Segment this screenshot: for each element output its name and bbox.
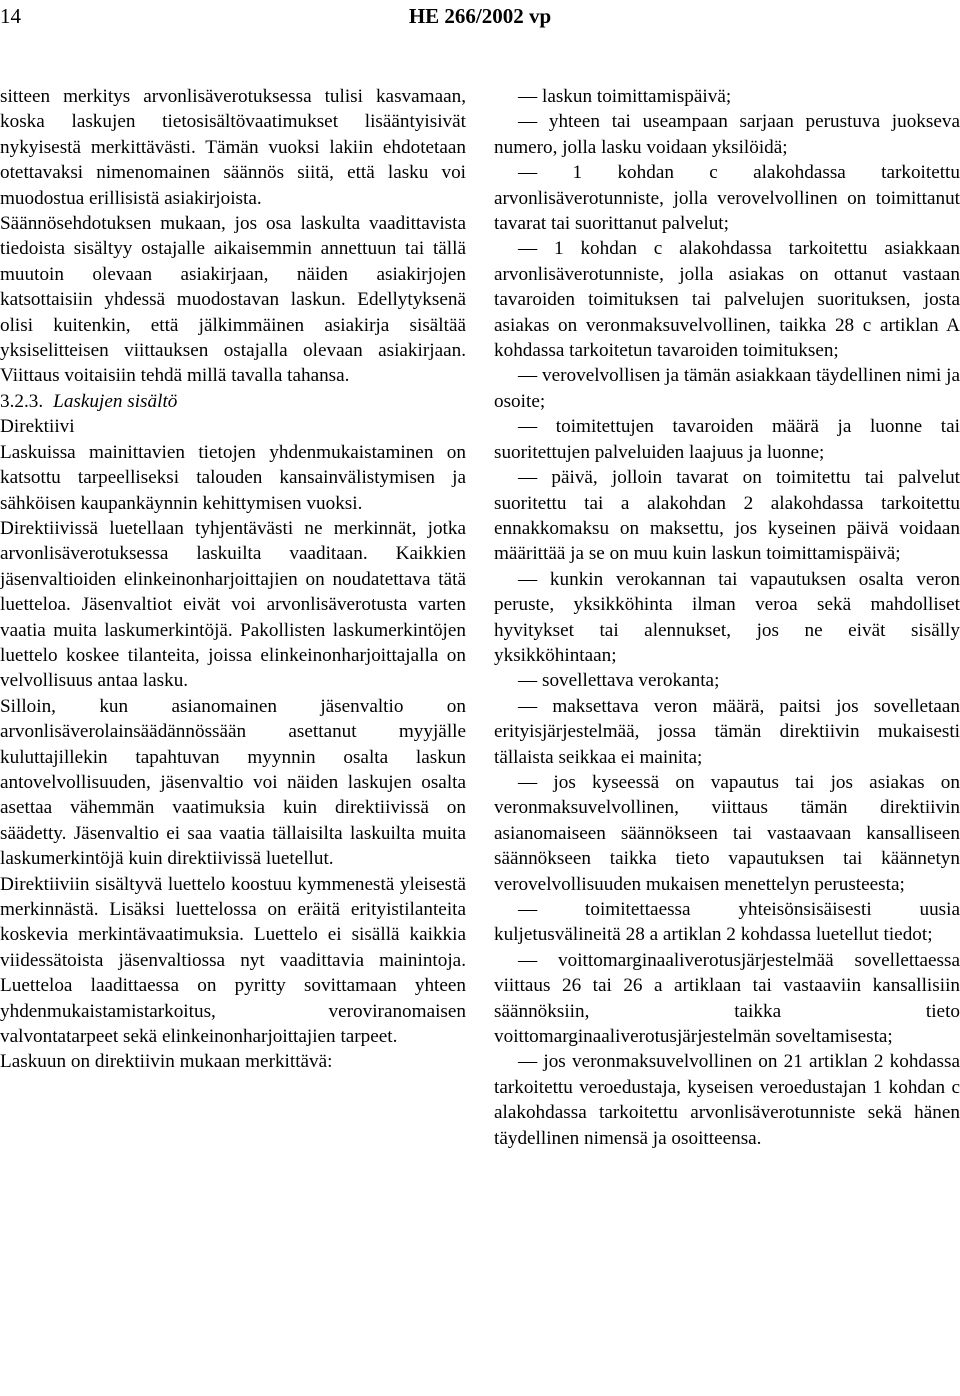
- list-item: — verovelvollisen ja tämän asiakkaan täydellinen nimi ja osoite;: [494, 365, 960, 412]
- section-heading: [0, 389, 466, 414]
- section-title: Laskujen sisältö: [53, 390, 178, 412]
- list-item: — toimitettujen tavaroiden määrä ja luonne tai suoritettujen palveluiden laajuus ja luonne;: [494, 416, 960, 463]
- paragraph: Silloin, kun asianomainen jäsenvaltio on arvonlisäverolainsäädännössään asettanut myyjälle kuluttajillekin tapahtuvan myynnin osalta laskun antovelvollisuuden, jäsenvaltio voi näiden laskujen osalta asettaa vähemmän vaatimuksia kuin direktiivissä on säädetty. Jäsenvaltio ei saa vaatia tällaisilta laskuilta muita laskumerkintöjä kuin direktiivissä luetellut.: [0, 695, 466, 870]
- list-item: — sovellettava verokanta;: [518, 670, 720, 692]
- list-item: — laskun toimittamispäivä;: [518, 86, 732, 107]
- subheading: Direktiivi: [0, 416, 75, 438]
- paragraph: Säännösehdotuksen mukaan, jos osa laskulta vaadittavista tiedoista sisältyy ostajalle aikaisemmin annettuun tai tällä muutoin olevaan asiakirjaan, näiden asiakirjojen katsottaisiin yhdessä muodostavan laskun. Edellytyksenä olisi kuitenkin, että jälkimmäinen asiakirja sisältää yksiselitteisen viittauksen ostajalla olevaan asiakirjaan. Viittaus voitaisiin tehdä millä tavalla tahansa.: [0, 213, 466, 387]
- list-item: — 1 kohdan c alakohdassa tarkoitettu asiakkaan arvonlisäverotunniste, jolla asiakas on ottanut vastaan tavaroiden toimituksen tai palvelujen suorituksen, josta asiakas on veronmaksuvelvollinen, taikka 28 c artiklan A kohdassa tarkoitetun tavaroiden toimituksen;: [494, 238, 960, 362]
- list-item: — toimitettaessa yhteisönsisäisesti uusia kuljetusvälineitä 28 a artiklan 2 kohdassa luetellut tiedot;: [494, 899, 960, 946]
- list-item: — voittomarginaaliverotusjärjestelmää sovellettaessa viittaus 26 tai 26 a artiklaan tai vastaaviin kansallisiin säännöksiin, taikka tieto voittomarginaaliverotusjärjestelmän soveltamisesta;: [494, 949, 960, 1048]
- list-item: — 1 kohdan c alakohdassa tarkoitettu arvonlisäverotunniste, jolla verovelvollinen on toimittanut tavarat tai suorittanut palvelut;: [494, 162, 960, 235]
- list-item: — jos veronmaksuvelvollinen on 21 artiklan 2 kohdassa tarkoitettu veroedustaja, kyseisen veroedustajan 1 kohdan c alakohdassa tarkoitettu arvonlisäverotunniste sekä hänen täydellinen nimensä ja osoitteensa.: [494, 1051, 960, 1149]
- list-item: — maksettava veron määrä, paitsi jos sovelletaan erityisjärjestelmää, jossa tämän direktiivin mukaisesti tällaista seikkaa ei mainita;: [494, 695, 960, 768]
- paragraph: Direktiiviin sisältyvä luettelo koostuu kymmenestä yleisestä merkinnästä. Lisäksi luettelossa on eräitä erityistilanteita koskevia merkintävaatimuksia. Luettelo ei sisällä kaikkia viidessätoista jäsenvaltiossa nyt vaadittavia mainintoja. Luetteloa laadittaessa on pyritty sovittamaan yhteen yhdenmukaistamistarkoitus, veroviranomaisen valvontatarpeet sekä elinkeinonharjoittajien tarpeet.: [0, 873, 466, 1048]
- section-number: 3.2.3.: [0, 390, 44, 412]
- paragraph: Direktiivissä luetellaan tyhjentävästi ne merkinnät, jotka arvonlisäverotuksessa laskuilta vaaditaan. Kaikkien jäsenvaltioiden elinkeinonharjoittajien on noudatettava tätä luetteloa. Jäsenvaltiot eivät voi arvonlisäverotusta varten vaatia muita laskumerkintöjä. Pakollisten laskumerkintöjen luettelo koskee tilanteita, joissa elinkeinonharjoittajalla on velvollisuus antaa lasku.: [0, 517, 466, 692]
- list-item: — päivä, jolloin tavarat on toimitettu tai palvelut suoritettu tai a alakohdan 2 alakohdassa tarkoitettu ennakkomaksu on maksettu, jos kyseinen päivä voidaan määrittää ja se on muu kuin laskun toimittamispäivä;: [494, 467, 960, 565]
- paragraph: Laskuissa mainittavien tietojen yhdenmukaistaminen on katsottu tarpeelliseksi talouden kansainvälistymisen ja sähköisen kaupankäynnin kehittymisen vuoksi.: [0, 441, 466, 514]
- list-item: — kunkin verokannan tai vapautuksen osalta veron peruste, yksikköhinta ilman veroa sekä mahdolliset hyvitykset tai alennukset, jos ne eivät sisälly yksikköhintaan;: [494, 568, 960, 666]
- paragraph: sitteen merkitys arvonlisäverotuksessa tulisi kasvamaan, koska laskujen tietosisältövaatimukset lisääntyisivät nykyisestä merkittävästi. Tämän vuoksi lakiin ehdotetaan otettavaksi nimenomainen säännös siitä, että lasku voi muodostua erillisistä asiakirjoista.: [0, 86, 466, 209]
- list-item: — jos kyseessä on vapautus tai jos asiakas on veronmaksuvelvollinen, viittaus tämän direktiivin asianomaiseen säännökseen tai vastaavaan kansalliseen säännökseen taikka tieto vapautuksen tai käännetyn verovelvollisuuden mukaisen menettelyn perusteesta;: [494, 771, 960, 895]
- paragraph: Laskuun on direktiivin mukaan merkittävä:: [0, 1051, 333, 1073]
- left-column: [0, 84, 466, 1075]
- document-id: HE 266/2002 vp: [408, 4, 552, 28]
- list-item: — yhteen tai useampaan sarjaan perustuva juokseva numero, jolla lasku voidaan yksilöidä;: [494, 111, 960, 158]
- page-number: 14: [0, 4, 21, 28]
- right-column: [494, 84, 960, 1151]
